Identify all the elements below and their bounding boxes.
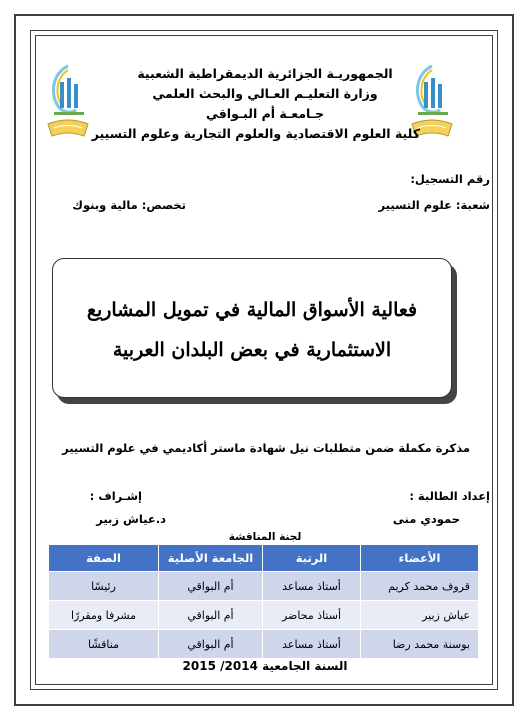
- member-university: أم البواقي: [159, 601, 263, 630]
- header-university: الجامعة الأصلية: [159, 545, 263, 572]
- committee-table-header-row: [49, 545, 479, 572]
- committee-caption: لجنة المناقشة: [228, 531, 302, 543]
- supervisor-name: د.عياش زبير: [96, 512, 166, 526]
- header-rank: الرتبة: [263, 545, 361, 572]
- thesis-title-line-2: الاستثمارية في بعض البلدان العربية: [112, 339, 392, 361]
- member-name: بوسنة محمد رضا: [361, 630, 479, 659]
- member-role: رئيسًا: [49, 572, 159, 601]
- table-row: [49, 601, 479, 630]
- university-logo-left-icon: [40, 60, 96, 144]
- header-members: الأعضاء: [361, 545, 479, 572]
- member-name: قروف محمد كريم: [361, 572, 479, 601]
- member-role: مشرفا ومقررًا: [49, 601, 159, 630]
- branch-label: شعبة: علوم التسيير: [378, 198, 490, 212]
- thesis-title-box: [52, 258, 452, 398]
- member-university: أم البواقي: [159, 630, 263, 659]
- table-row: [49, 630, 479, 659]
- member-rank: أستاذ محاضر: [263, 601, 361, 630]
- header-republic: الجمهوريـة الجزائرية الديمقراطية الشعبية: [137, 66, 393, 81]
- thesis-subtitle: مذكرة مكملة ضمن متطلبات نيل شهادة ماستر أكاديمي في علوم التسيير: [62, 441, 470, 455]
- member-rank: أستاذ مساعد: [263, 630, 361, 659]
- student-name: حمودي منى: [392, 512, 460, 526]
- supervisor-label: إشـراف :: [89, 489, 142, 503]
- member-rank: أستاذ مساعد: [263, 572, 361, 601]
- header-university: جـامعـة أم البـواقي: [205, 106, 325, 121]
- thesis-title-line-1: فعالية الأسواق المالية في تمويل المشاريع: [86, 299, 418, 321]
- member-university: أم البواقي: [159, 572, 263, 601]
- member-name: عياش زبير: [361, 601, 479, 630]
- header-ministry: وزارة التعليـم العـالي والبحث العلمي: [152, 86, 378, 101]
- table-row: [49, 572, 479, 601]
- registration-number-label: رقم التسجيل:: [410, 172, 490, 186]
- member-role: مناقشًا: [49, 630, 159, 659]
- committee-table: [48, 544, 479, 659]
- specialty-label: تخصص: مالية وبنوك: [72, 198, 186, 212]
- header-role: الصفة: [49, 545, 159, 572]
- header-faculty: كلية العلوم الاقتصادية والعلوم التجارية وعلوم التسيير: [91, 126, 420, 141]
- academic-year: السنة الجامعية 2014/ 2015: [182, 659, 348, 673]
- student-label: إعداد الطالبة :: [409, 489, 490, 503]
